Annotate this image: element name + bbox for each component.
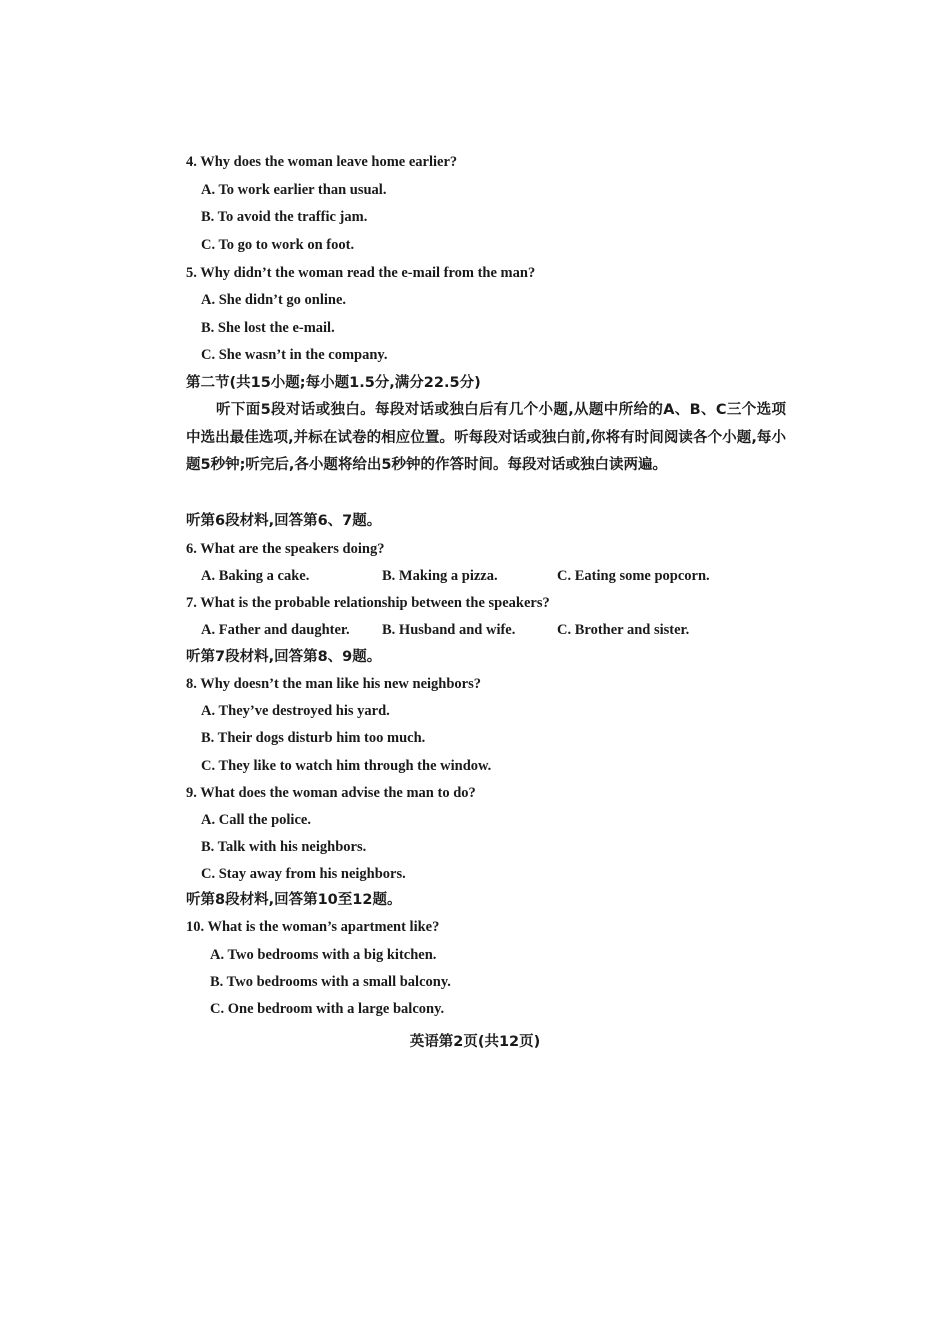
question-4-stem: 4. Why does the woman leave home earlier? <box>186 154 458 170</box>
question-7-option-b: B. Husband and wife. <box>382 622 516 638</box>
question-4-option-c: C. To go to work on foot. <box>201 237 355 253</box>
question-6-option-c: C. Eating some popcorn. <box>557 568 710 584</box>
question-8-stem: 8. Why doesn’t the man like his new neighbors? <box>186 676 482 692</box>
question-10-option-b: B. Two bedrooms with a small balcony. <box>210 974 451 990</box>
question-9-option-a: A. Call the police. <box>201 812 311 828</box>
material-8-intro: 听第8段材料,回答第10至12题。 <box>186 892 402 908</box>
question-9-stem: 9. What does the woman advise the man to do? <box>186 785 476 801</box>
question-7-stem: 7. What is the probable relationship between the speakers? <box>186 595 550 611</box>
question-5-option-c: C. She wasn’t in the company. <box>201 347 388 363</box>
question-7-option-c: C. Brother and sister. <box>557 622 690 638</box>
question-6-stem: 6. What are the speakers doing? <box>186 541 385 557</box>
question-5-option-a: A. She didn’t go online. <box>201 292 347 308</box>
question-8-option-a: A. They’ve destroyed his yard. <box>201 703 390 719</box>
page-footer: 英语第2页(共12页) <box>409 1034 541 1050</box>
question-7-option-a: A. Father and daughter. <box>201 622 350 638</box>
question-10-option-a: A. Two bedrooms with a big kitchen. <box>210 947 437 963</box>
question-10-option-c: C. One bedroom with a large balcony. <box>210 1001 445 1017</box>
question-10-stem: 10. What is the woman’s apartment like? <box>186 919 440 935</box>
question-9-option-b: B. Talk with his neighbors. <box>201 839 367 855</box>
question-4-option-b: B. To avoid the traffic jam. <box>201 209 368 225</box>
question-8-option-c: C. They like to watch him through the window. <box>201 758 492 774</box>
question-5-stem: 5. Why didn’t the woman read the e-mail from the man? <box>186 265 536 281</box>
section-2-heading: 第二节(共15小题;每小题1.5分,满分22.5分) <box>186 375 481 391</box>
material-6-intro: 听第6段材料,回答第6、7题。 <box>186 513 382 529</box>
question-6-option-a: A. Baking a cake. <box>201 568 310 584</box>
question-6-option-b: B. Making a pizza. <box>382 568 498 584</box>
question-8-option-b: B. Their dogs disturb him too much. <box>201 730 426 746</box>
section-2-instructions: 听下面5段对话或独白。每段对话或独白后有几个小题,从题中所给的A、B、C三个选项中选出最佳选项,并标在试卷的相应位置。听每段对话或独白前,你将有时间阅读各个小题,每小题5秒钟;听完后,各小题将给出5秒钟的作答时间。每段对话或独白读两遍。 <box>186 402 786 473</box>
question-9-option-c: C. Stay away from his neighbors. <box>201 866 406 882</box>
question-4-option-a: A. To work earlier than usual. <box>201 182 387 198</box>
material-7-intro: 听第7段材料,回答第8、9题。 <box>186 649 382 665</box>
question-5-option-b: B. She lost the e-mail. <box>201 320 335 336</box>
